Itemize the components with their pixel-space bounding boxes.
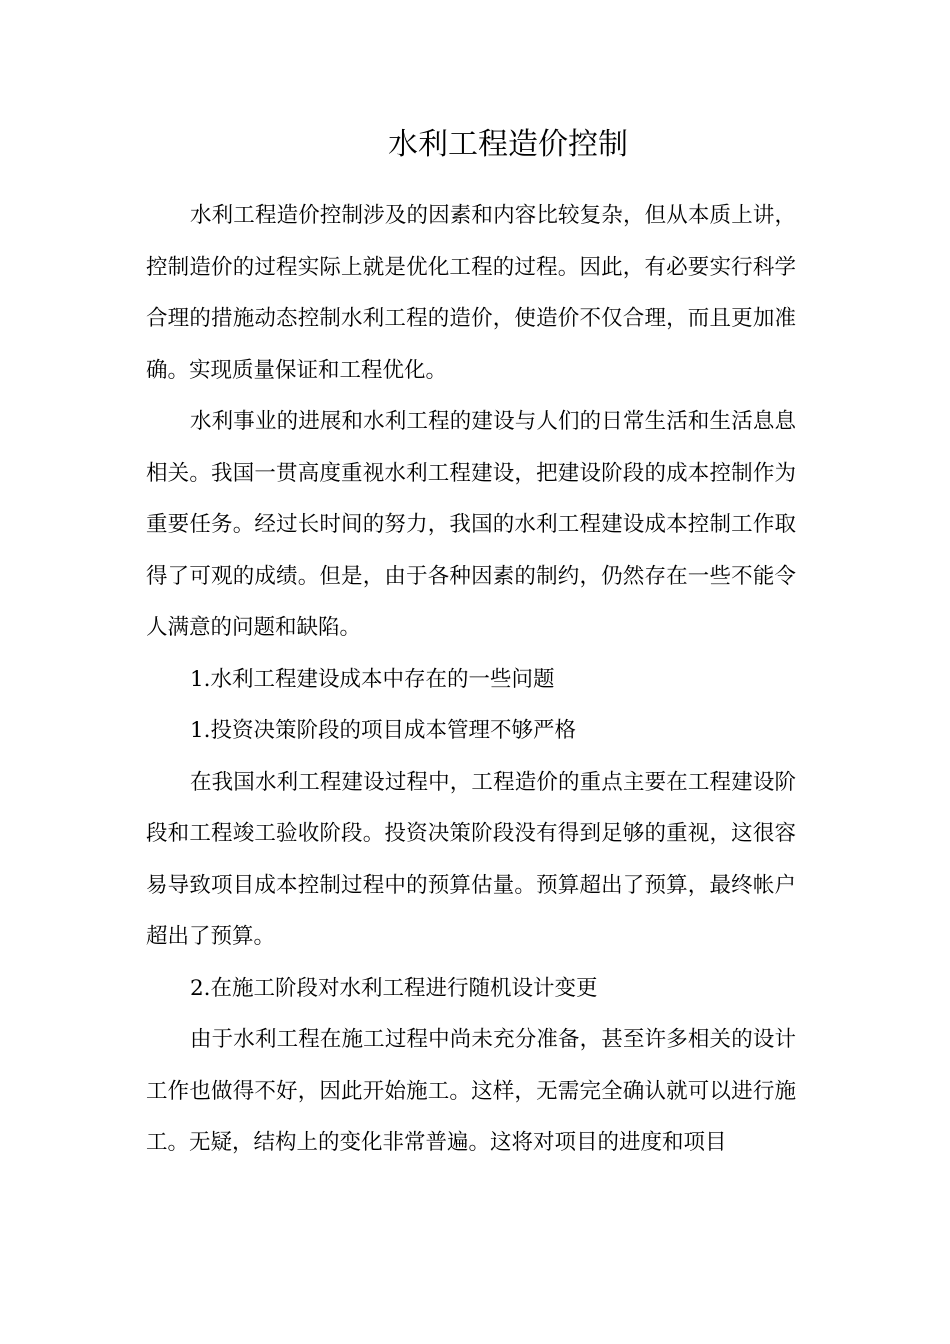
subheading-design-changes: 2.在施工阶段对水利工程进行随机设计变更 [190,975,598,1001]
section-heading-problems: 1.水利工程建设成本中存在的一些问题 [190,666,555,692]
paragraph-background: 水利事业的进展和水利工程的建设与人们的日常生活和生活息息相关。我国一贯高度重视水利工程建设，把建设阶段的成本控制作为重要任务。经过长时间的努力，我国的水利工程建设成本控制工作取得了可观的成绩。但是，由于各种因素的制约，仍然存在一些不能令人满意的问题和缺陷。 [146,409,796,640]
paragraph-intro: 水利工程造价控制涉及的因素和内容比较复杂，但从本质上讲，控制造价的过程实际上就是优化工程的过程。因此，有必要实行科学合理的措施动态控制水利工程的造价，使造价不仅合理，而且更加准确。实现质量保证和工程优化。 [146,203,796,383]
document-title: 水利工程造价控制 [388,127,628,162]
paragraph-design-changes: 由于水利工程在施工过程中尚未充分准备，甚至许多相关的设计工作也做得不好，因此开始施工。这样，无需完全确认就可以进行施工。无疑，结构上的变化非常普遍。这将对项目的进度和项目 [146,1027,796,1155]
document-body [146,190,796,1169]
subheading-investment-decision: 1.投资决策阶段的项目成本管理不够严格 [190,718,577,743]
paragraph-investment-decision: 在我国水利工程建设过程中，工程造价的重点主要在工程建设阶段和工程竣工验收阶段。投资决策阶段没有得到足够的重视，这很容易导致项目成本控制过程中的预算估量。预算超出了预算，最终帐户超出了预算。 [146,769,796,949]
